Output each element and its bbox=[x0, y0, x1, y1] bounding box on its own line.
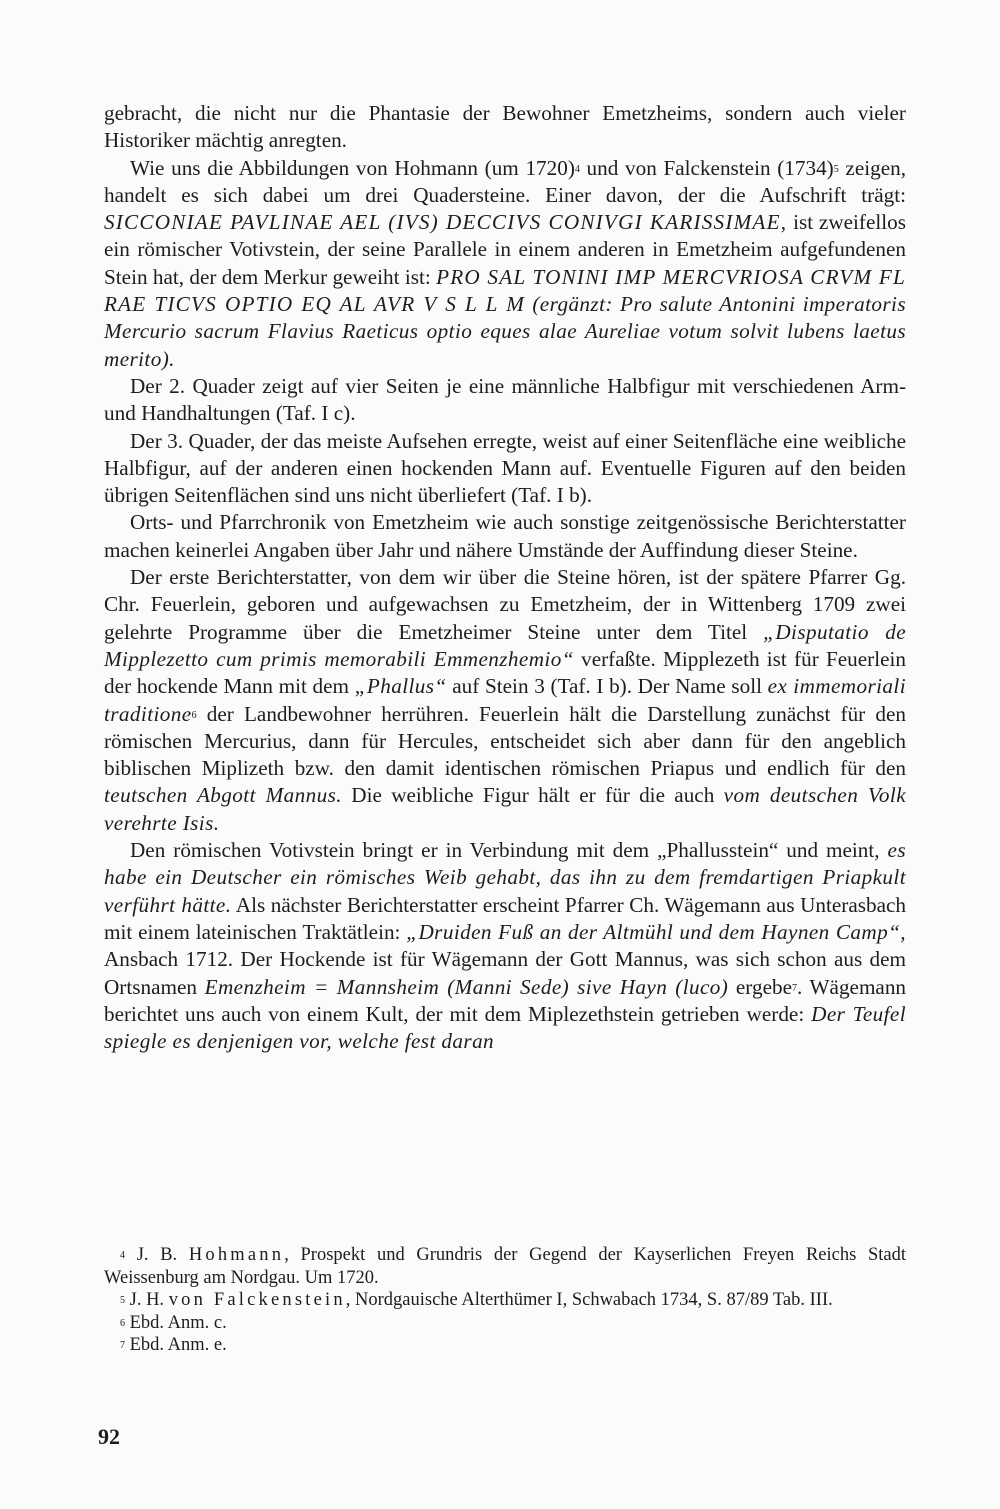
footnote-4 bbox=[104, 1244, 906, 1289]
footnote-4-number: 4 bbox=[120, 1250, 125, 1261]
paragraph-2-text-b: und von Falckenstein (1734) bbox=[579, 155, 834, 180]
paragraph-6 bbox=[104, 564, 906, 837]
phallus-term: „Phallus“ bbox=[354, 674, 447, 699]
footnote-ref-5[interactable]: 5 bbox=[833, 163, 839, 175]
paragraph-7-text-b: Als nächster Berichterstatter erscheint Pfarrer Ch. Wägemann aus Unterasbach mit einem lateinischen Traktätlein: bbox=[104, 892, 907, 944]
paragraph-7-text-a: Den römischen Votivstein bringt er in Verbindung mit dem „Phallusstein“ und meint, bbox=[130, 838, 888, 863]
paragraph-6-text-b: verfaßte. Mipplezeth ist für Feuerlein der hockende Mann mit dem bbox=[104, 646, 907, 699]
paragraph-5-text: Orts- und Pfarrchronik von Emetzheim wie auch sonstige zeitgenössische Berichterstatter machen keinerlei Angaben über Jahr und nähere Umstände der Auffindung dieser Steine. bbox=[104, 510, 906, 562]
paragraph-7-text-c: Ansbach 1712. Der Hockende ist für Wägemann der Gott Mannus, was sich schon aus dem Ortsnamen bbox=[104, 947, 906, 999]
footnote-ref-7[interactable]: 7 bbox=[791, 982, 797, 994]
teufel-phrase: Der Teufel spiegle es denjenigen vor, welche fest daran bbox=[104, 1001, 906, 1054]
main-text bbox=[104, 100, 906, 1055]
footnote-7-number: 7 bbox=[120, 1340, 125, 1351]
paragraph-2-text-c: zeigen, handelt es sich dabei um drei Quadersteine. Einer davon, der die Aufschrift trägt: bbox=[104, 155, 906, 207]
paragraph-4-text: Der 3. Quader, der das meiste Aufsehen erregte, weist auf einer Seitenfläche eine weibliche Halbfigur, auf der anderen einen hockenden Mann auf. Eventuelle Figuren auf den beiden übrigen Seitenflächen sind uns nicht überliefert (Taf. I b). bbox=[104, 428, 906, 508]
footnote-5-initial: J. H. bbox=[129, 1290, 165, 1310]
footnote-6 bbox=[104, 1312, 906, 1335]
paragraph-4 bbox=[104, 428, 906, 510]
paragraph-7-text-e: . Wägemann berichtet uns auch von einem Kult, der mit dem Miplezethstein getrieben werde: bbox=[104, 974, 907, 1026]
paragraph-2 bbox=[104, 155, 906, 373]
isis-phrase: vom deutschen Volk verehrte Isis. bbox=[104, 783, 906, 835]
paragraph-6-text-e: Die weibliche Figur hält er für die auch bbox=[341, 783, 724, 808]
paragraph-1-text: gebracht, die nicht nur die Phantasie der Bewohner Emetzheims, sondern auch vieler Historiker mächtig anregten. bbox=[104, 101, 906, 153]
paragraph-7 bbox=[104, 837, 906, 1055]
inscription-supplement: (ergänzt: Pro salute Antonini imperatoris Mercurio sacrum Flavius Raeticus optio eques alae Aureliae votum solvit lubens laetus merito). bbox=[104, 292, 906, 371]
abgott-mannus-phrase: teutschen Abgott Mannus. bbox=[104, 783, 342, 808]
paragraph-5 bbox=[104, 509, 906, 564]
inscription-mercurio: PRO SAL TONINI IMP MERCVRIOSA CRVM FL RAE TICVS OPTIO EQ AL AVR V S L L M bbox=[104, 264, 906, 317]
inscription-sicconiae: SICCONIAE PAVLINAE AEL (IVS) DECCIVS CONIVGI KARISSIMAE, bbox=[104, 210, 788, 235]
footnote-7 bbox=[104, 1334, 906, 1357]
page-body bbox=[104, 100, 906, 1055]
footnote-4-author: Hohmann bbox=[188, 1245, 285, 1265]
paragraph-6-text-a: Der erste Berichterstatter, von dem wir über die Steine hören, ist der spätere Pfarrer Gg. Chr. Feuerlein, geboren und aufgewachsen zu Emetzheim, der in Wittenberg 1709 zwei gelehrte Programme über die Emetzheimer Steine unter dem Titel bbox=[104, 565, 906, 644]
footnote-7-text: Ebd. Anm. e. bbox=[129, 1335, 227, 1355]
emenzheim-phrase: Emenzheim = Mannsheim (Manni Sede) sive Hayn (luco) bbox=[204, 974, 729, 999]
footnote-ref-6[interactable]: 6 bbox=[191, 709, 197, 721]
footnote-6-number: 6 bbox=[120, 1317, 125, 1329]
paragraph-2-text-d: ist zweifellos ein römischer Votivstein, der seine Parallele in einem anderen in Emetzheim aufgefundenen Stein hat, der dem Merkur geweiht ist: bbox=[104, 210, 906, 289]
paragraph-2-text-a: Wie uns die Abbildungen von Hohmann (um 1720) bbox=[130, 155, 575, 180]
druiden-title: „Druiden Fuß an der Altmühl und dem Haynen Camp“, bbox=[406, 919, 906, 944]
footnote-5 bbox=[104, 1289, 906, 1312]
paragraph-3 bbox=[104, 373, 906, 428]
paragraph-3-text: Der 2. Quader zeigt auf vier Seiten je eine männliche Halbfigur mit verschiedenen Arm- und Handhaltungen (Taf. I c). bbox=[104, 373, 906, 426]
paragraph-7-text-d: ergebe bbox=[728, 974, 792, 999]
footnote-4-initial: J. B. bbox=[136, 1245, 178, 1265]
footnote-5-text: , Nordgauische Alterthümer I, Schwabach 1734, S. 87/89 Tab. III. bbox=[345, 1290, 833, 1310]
footnote-5-number: 5 bbox=[120, 1295, 125, 1306]
disputatio-title: „Disputatio de Mipplezetto cum primis memorabili Emmenzhemio“ bbox=[104, 619, 906, 671]
footnote-4-text: , Prospekt und Grundris der Gegend der Kayserlichen Freyen Reichs Stadt Weissenburg am Nordgau. Um 1720. bbox=[104, 1245, 907, 1288]
ex-traditione-phrase: ex immemoriali traditione bbox=[104, 674, 906, 726]
paragraph-6-text-c: auf Stein 3 (Taf. I b). Der Name soll bbox=[446, 674, 768, 699]
paragraph-1 bbox=[104, 100, 906, 155]
footnote-5-author: von Falckenstein bbox=[168, 1290, 346, 1310]
footnotes bbox=[104, 1244, 906, 1357]
page-number: 92 bbox=[98, 1424, 120, 1449]
weib-phrase: es habe ein Deutscher ein römisches Weib gehabt, das ihn zu dem fremdartigen Priapkult verführt hätte. bbox=[104, 838, 906, 917]
footnote-ref-4[interactable]: 4 bbox=[574, 163, 580, 175]
paragraph-6-text-d: der Landbewohner herrühren. Feuerlein hält die Darstellung zunächst für den römischen Mercurius, dann für Hercules, entscheidet sich aber dann für den angeblich biblischen Miplizeth bzw. den damit identischen römischen Priapus und endlich für den bbox=[104, 701, 906, 781]
footnote-6-text: Ebd. Anm. c. bbox=[129, 1312, 227, 1333]
